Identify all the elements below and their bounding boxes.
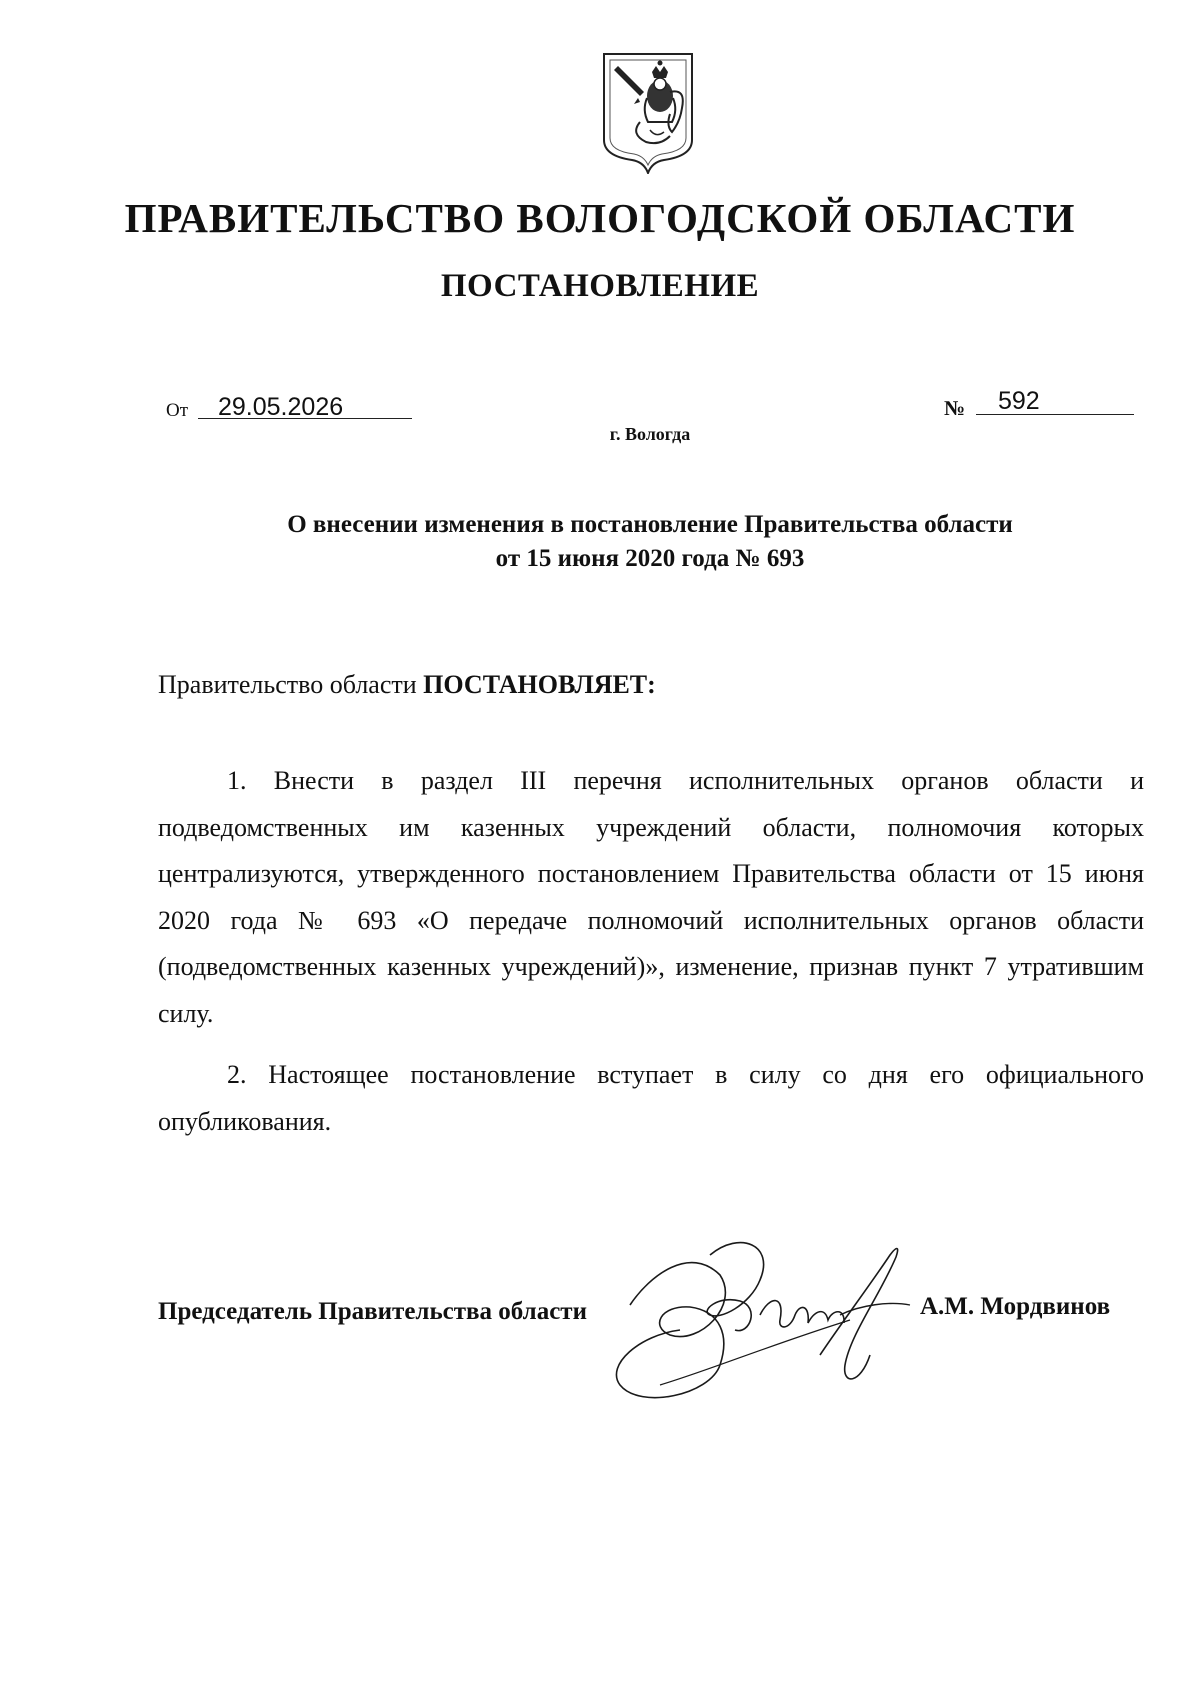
- subject-line-1: О внесении изменения в постановление Правительства области: [287, 511, 1013, 538]
- date-prefix: От: [166, 400, 189, 421]
- handwritten-signature: [600, 1235, 960, 1425]
- signer-name: А.М. Мордвинов: [920, 1293, 1111, 1320]
- number-underline: [976, 414, 1134, 415]
- subject-line-2: от 15 июня 2020 года № 693: [495, 545, 805, 572]
- intro-statement: [158, 670, 656, 700]
- document-subject: [150, 508, 1150, 576]
- document-date: 29.05.2026: [218, 393, 344, 421]
- date-underline: [198, 418, 412, 419]
- intro-text: Правительство области: [158, 670, 417, 699]
- document-number: 592: [998, 387, 1040, 415]
- organization-title: ПРАВИТЕЛЬСТВО ВОЛОГОДСКОЙ ОБЛАСТИ: [124, 195, 1076, 241]
- document-type: ПОСТАНОВЛЕНИЕ: [440, 268, 760, 304]
- intro-resolves: ПОСТАНОВЛЯЕТ:: [423, 670, 656, 699]
- coat-of-arms-icon: [600, 52, 696, 174]
- signer-title: Председатель Правительства области: [158, 1298, 587, 1325]
- city-label: г. Вологда: [609, 424, 691, 444]
- number-prefix: №: [944, 396, 966, 420]
- paragraph-1: 1. Внести в раздел III перечня исполнительных органов области и подведомственных им казенных учреждений области, полномочия которых централизуются, утвержденного постановлением Правительства области от 15 июня 2020 года № 693 «О передаче полномочий исполнительных органов области (подведомственных казенных учреждений)», изменение, признав пункт 7 утратившим силу.: [158, 766, 1144, 1028]
- paragraph-2: 2. Настоящее постановление вступает в силу со дня его официального опубликования.: [158, 1060, 1144, 1136]
